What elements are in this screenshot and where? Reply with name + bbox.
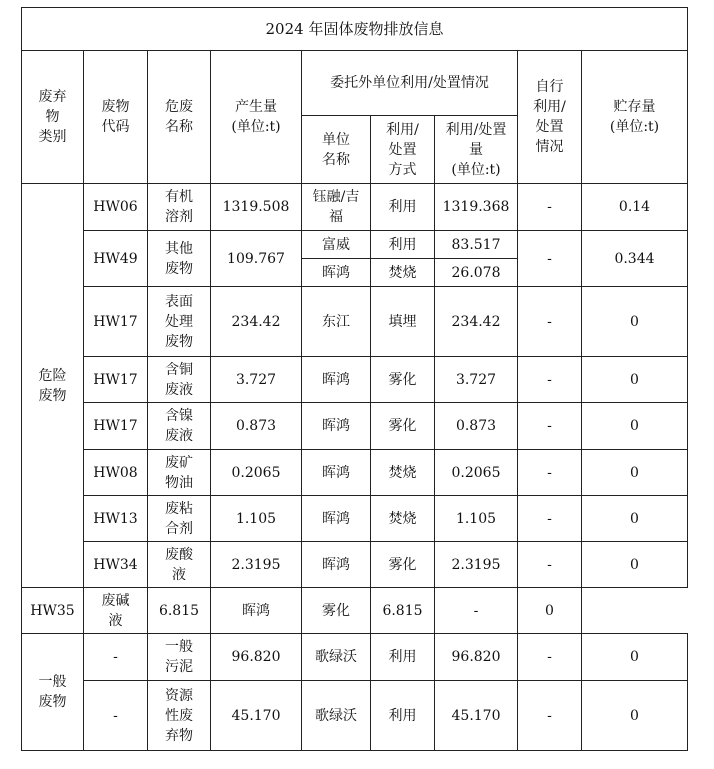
waste-name: 废酸 液 <box>148 542 211 588</box>
waste-name: 废碱 液 <box>84 588 148 634</box>
waste-name: 资源 性废 弃物 <box>148 681 211 751</box>
disposal-method: 利用 <box>371 231 435 259</box>
generated-amount: 0.873 <box>211 403 302 450</box>
disposal-method: 雾化 <box>371 403 435 450</box>
waste-code: HW08 <box>84 450 148 496</box>
waste-code: HW34 <box>84 542 148 588</box>
storage-amount: 0 <box>582 542 688 588</box>
header-self-disposal: 自行 利用/ 处置 情况 <box>518 51 582 184</box>
disposal-method: 雾化 <box>371 357 435 403</box>
storage-amount: 0 <box>582 496 688 542</box>
header-unit-name: 单位 名称 <box>302 116 371 184</box>
header-amount: 产生量 (单位:t) <box>211 51 302 184</box>
outsourced-amount: 1319.368 <box>435 184 518 231</box>
outsourced-amount: 96.820 <box>435 634 518 681</box>
storage-amount: 0 <box>582 403 688 450</box>
unit-name: 晖鸿 <box>302 403 371 450</box>
storage-amount: 0.344 <box>582 231 688 287</box>
disposal-method: 焚烧 <box>371 259 435 287</box>
generated-amount: 1319.508 <box>211 184 302 231</box>
generated-amount: 3.727 <box>211 357 302 403</box>
disposal-method: 利用 <box>371 634 435 681</box>
waste-name: 一般 污泥 <box>148 634 211 681</box>
generated-amount: 234.42 <box>211 287 302 357</box>
waste-code: HW13 <box>84 496 148 542</box>
self-disposal: - <box>518 496 582 542</box>
disposal-method: 填埋 <box>371 287 435 357</box>
waste-code: HW17 <box>84 403 148 450</box>
waste-name: 表面 处理 废物 <box>148 287 211 357</box>
waste-code: HW06 <box>84 184 148 231</box>
outsourced-amount: 0.873 <box>435 403 518 450</box>
unit-name: 歌绿沃 <box>302 681 371 751</box>
self-disposal: - <box>518 357 582 403</box>
generated-amount: 109.767 <box>211 231 302 287</box>
storage-amount: 0.14 <box>582 184 688 231</box>
unit-name: 晖鸿 <box>211 588 302 634</box>
generated-amount: 2.3195 <box>211 542 302 588</box>
self-disposal: - <box>518 542 582 588</box>
outsourced-amount: 6.815 <box>371 588 435 634</box>
disposal-method: 雾化 <box>302 588 371 634</box>
outsourced-amount: 26.078 <box>435 259 518 287</box>
waste-code: HW17 <box>84 357 148 403</box>
header-category: 废弃 物 类别 <box>22 51 84 184</box>
generated-amount: 0.2065 <box>211 450 302 496</box>
unit-name: 富威 <box>302 231 371 259</box>
unit-name: 东江 <box>302 287 371 357</box>
waste-code: HW35 <box>22 588 84 634</box>
storage-amount: 0 <box>582 357 688 403</box>
disposal-method: 利用 <box>371 681 435 751</box>
self-disposal: - <box>518 231 582 287</box>
storage-amount: 0 <box>582 681 688 751</box>
unit-name: 晖鸿 <box>302 259 371 287</box>
waste-name: 含镍 废液 <box>148 403 211 450</box>
self-disposal: - <box>518 287 582 357</box>
waste-code: HW49 <box>84 231 148 287</box>
self-disposal: - <box>518 403 582 450</box>
outsourced-amount: 2.3195 <box>435 542 518 588</box>
generated-amount: 96.820 <box>211 634 302 681</box>
unit-name: 歌绿沃 <box>302 634 371 681</box>
storage-amount: 0 <box>582 450 688 496</box>
storage-amount: 0 <box>582 287 688 357</box>
unit-name: 晖鸿 <box>302 357 371 403</box>
waste-name: 其他 废物 <box>148 231 211 287</box>
waste-code: HW17 <box>84 287 148 357</box>
generated-amount: 6.815 <box>148 588 211 634</box>
outsourced-amount: 45.170 <box>435 681 518 751</box>
disposal-method: 利用 <box>371 184 435 231</box>
disposal-method: 焚烧 <box>371 496 435 542</box>
waste-discharge-table <box>21 7 688 751</box>
self-disposal: - <box>518 634 582 681</box>
generated-amount: 45.170 <box>211 681 302 751</box>
storage-amount: 0 <box>582 634 688 681</box>
header-outsourced-group: 委托外单位利用/处置情况 <box>302 51 518 116</box>
disposal-method: 雾化 <box>371 542 435 588</box>
header-hazard-name: 危废 名称 <box>148 51 211 184</box>
outsourced-amount: 0.2065 <box>435 450 518 496</box>
category-general: 一般 废物 <box>22 634 84 751</box>
unit-name: 晖鸿 <box>302 542 371 588</box>
generated-amount: 1.105 <box>211 496 302 542</box>
outsourced-amount: 83.517 <box>435 231 518 259</box>
category-hazardous: 危险 废物 <box>22 184 84 588</box>
self-disposal: - <box>518 184 582 231</box>
header-storage: 贮存量 (单位:t) <box>582 51 688 184</box>
outsourced-amount: 1.105 <box>435 496 518 542</box>
table-title: 2024 年固体废物排放信息 <box>22 8 688 51</box>
self-disposal: - <box>435 588 518 634</box>
header-method: 利用/ 处置 方式 <box>371 116 435 184</box>
unit-name: 晖鸿 <box>302 450 371 496</box>
waste-name: 废粘 合剂 <box>148 496 211 542</box>
header-outsourced-amount: 利用/处置 量 (单位:t) <box>435 116 518 184</box>
disposal-method: 焚烧 <box>371 450 435 496</box>
unit-name: 晖鸿 <box>302 496 371 542</box>
waste-name: 有机 溶剂 <box>148 184 211 231</box>
waste-name: 含铜 废液 <box>148 357 211 403</box>
header-code: 废物 代码 <box>84 51 148 184</box>
outsourced-amount: 234.42 <box>435 287 518 357</box>
waste-table-container <box>21 7 688 751</box>
waste-name: 废矿 物油 <box>148 450 211 496</box>
outsourced-amount: 3.727 <box>435 357 518 403</box>
storage-amount: 0 <box>518 588 582 634</box>
waste-code: - <box>84 634 148 681</box>
unit-name: 钰融/吉 福 <box>302 184 371 231</box>
self-disposal: - <box>518 450 582 496</box>
self-disposal: - <box>518 681 582 751</box>
waste-code: - <box>84 681 148 751</box>
